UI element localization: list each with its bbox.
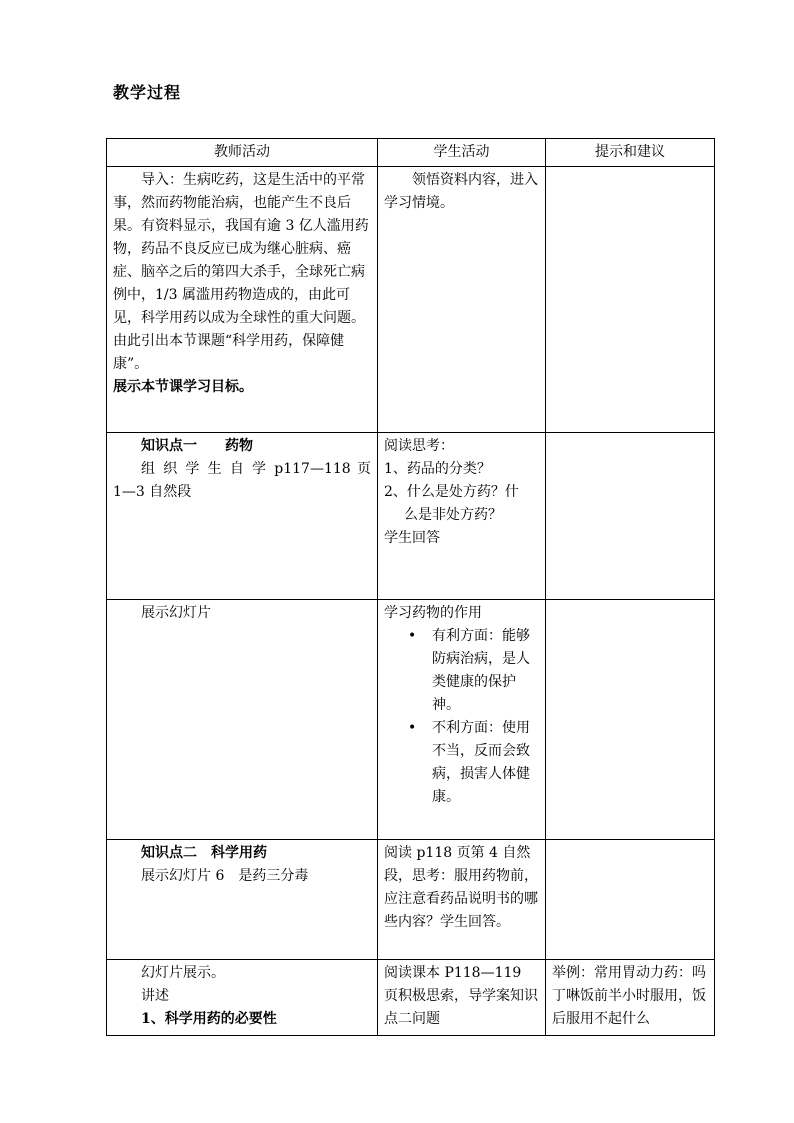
student-cell: 阅读 p118 页第 4 自然段，思考：服用药物前，应注意看药品说明书的哪些内容？学生回答。 bbox=[378, 840, 546, 960]
teacher-line: 1、科学用药的必要性 bbox=[141, 1011, 277, 1027]
teacher-line: 展示幻灯片 6 是药三分毒 bbox=[141, 868, 309, 884]
list-item: • 有利方面：能够防病治病，是人类健康的保护神。 bbox=[432, 625, 539, 717]
tip-cell bbox=[546, 433, 715, 600]
effect-list bbox=[384, 625, 539, 809]
student-line: 2、什么是处方药？什 bbox=[384, 484, 519, 500]
student-line: 么是非处方药？ bbox=[404, 507, 502, 523]
teacher-line: 1—3 自然段 bbox=[113, 484, 192, 500]
lesson-table bbox=[106, 138, 715, 1036]
teacher-cell bbox=[107, 167, 378, 433]
list-item: • 不利方面：使用不当，反而会致病，损害人体健康。 bbox=[432, 717, 539, 809]
table-row bbox=[107, 600, 715, 840]
table-row bbox=[107, 433, 715, 600]
student-text: 领悟资料内容，进入学习情境。 bbox=[384, 172, 538, 211]
intro-text: 导入：生病吃药，这是生活中的平常事，然而药物能治病，也能产生不良后果。有资料显示，我国有逾 3 亿人滥用药物，药品不良反应已成为继心脏病、癌症、脑卒之后的第四大杀手，全球死亡病例中，1/3 属滥用药物造成的，由此可见，科学用药以成为全球性的重大问题。 bbox=[113, 172, 369, 326]
student-line: 学习药物的作用 bbox=[384, 605, 482, 621]
student-line: 阅读思考： bbox=[384, 438, 454, 454]
table-header-row bbox=[107, 139, 715, 167]
student-cell bbox=[378, 167, 546, 433]
header-teacher: 教师活动 bbox=[107, 139, 378, 167]
table-row bbox=[107, 840, 715, 960]
tip-cell bbox=[546, 840, 715, 960]
table-row bbox=[107, 167, 715, 433]
teacher-line: 组 织 学 生 自 学 p117—118 页 bbox=[141, 461, 371, 477]
header-tip: 提示和建议 bbox=[546, 139, 715, 167]
teacher-cell bbox=[107, 840, 378, 960]
knowledge-heading: 知识点二 科学用药 bbox=[141, 845, 267, 861]
header-student: 学生活动 bbox=[378, 139, 546, 167]
tip-cell: 举例：常用胃动力药：吗丁啉饭前半小时服用，饭后服用不起什么 bbox=[546, 960, 715, 1036]
teacher-line: 讲述 bbox=[141, 988, 169, 1004]
lead-text: 由此引出本节课题“科学用药，保障健康”。 bbox=[113, 333, 345, 372]
teacher-cell bbox=[107, 433, 378, 600]
teacher-text: 展示幻灯片 bbox=[141, 605, 211, 621]
teacher-cell bbox=[107, 600, 378, 840]
student-line: 学生回答 bbox=[384, 530, 440, 546]
teacher-line: 幻灯片展示。 bbox=[141, 965, 225, 981]
teacher-cell bbox=[107, 960, 378, 1036]
student-line: 1、药品的分类？ bbox=[384, 461, 491, 477]
student-cell: 阅读课本 P118—119 页积极思索，导学案知识点二问题 bbox=[378, 960, 546, 1036]
tip-cell bbox=[546, 167, 715, 433]
goal-text: 展示本节课学习目标。 bbox=[113, 379, 253, 395]
student-cell bbox=[378, 600, 546, 840]
table-row bbox=[107, 960, 715, 1036]
tip-cell bbox=[546, 600, 715, 840]
student-cell bbox=[378, 433, 546, 600]
page-title: 教学过程 bbox=[113, 83, 182, 102]
knowledge-heading: 知识点一 药物 bbox=[141, 438, 253, 454]
